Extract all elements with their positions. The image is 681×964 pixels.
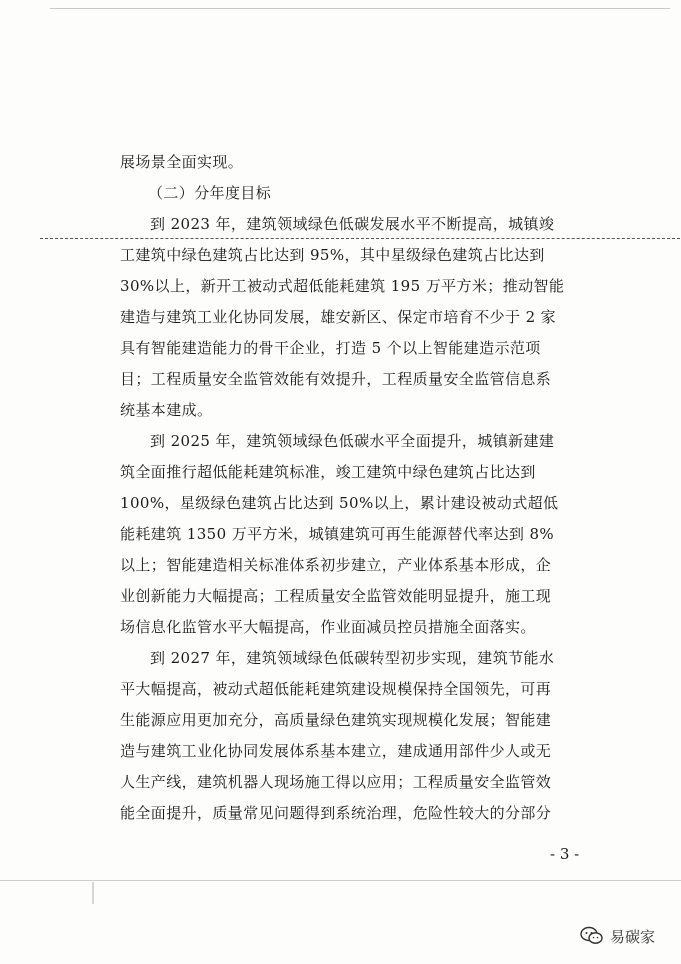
text-line: 工建筑中绿色建筑占比达到 95%，其中星级绿色建筑占比达到 bbox=[120, 246, 545, 264]
text-line: 场信息化监管水平大幅提高，作业面减员控员措施全面落实。 bbox=[120, 618, 536, 636]
text-line: 以上；智能建造相关标准体系初步建立，产业体系基本形成，企 bbox=[120, 556, 552, 574]
text-line: 展场景全面实现。 bbox=[120, 153, 244, 171]
text-line: 筑全面推行超低能耗建筑标准，竣工建筑中绿色建筑占比达到 bbox=[120, 463, 536, 481]
watermark-brand: 易碳家 bbox=[610, 927, 656, 946]
text-line: 造与建筑工业化协同发展体系基本建立，建成通用部件少人或无 bbox=[120, 742, 552, 760]
text-line: 30%以上，新开工被动式超低能耗建筑 195 万平方米；推动智能 bbox=[120, 277, 565, 295]
text-line: 到 2027 年，建筑领域绿色低碳转型初步实现，建筑节能水 bbox=[150, 649, 555, 667]
text-line: 目；工程质量安全监管效能有效提升，工程质量安全监管信息系 bbox=[120, 370, 552, 388]
section-heading: （二）分年度目标 bbox=[148, 184, 272, 202]
scan-artifact-line bbox=[40, 238, 680, 239]
wechat-icon bbox=[580, 926, 604, 946]
text-line: 到 2023 年，建筑领域绿色低碳发展水平不断提高，城镇竣 bbox=[150, 215, 555, 233]
text-line: 人生产线，建筑机器人现场施工得以应用；工程质量安全监管效 bbox=[120, 773, 552, 791]
text-line: 100%，星级绿色建筑占比达到 50%以上，累计建设被动式超低 bbox=[120, 494, 559, 512]
text-line: 统基本建成。 bbox=[120, 401, 213, 419]
text-line: 建造与建筑工业化协同发展，雄安新区、保定市培育不少于 2 家 bbox=[120, 308, 557, 326]
bottom-divider bbox=[0, 880, 681, 881]
text-line: 具有智能建造能力的骨干企业，打造 5 个以上智能建造示范项 bbox=[120, 339, 541, 357]
text-line: 平大幅提高，被动式超低能耗建筑建设规模保持全国领先，可再 bbox=[120, 680, 552, 698]
text-line: 能全面提升，质量常见问题得到系统治理，危险性较大的分部分 bbox=[120, 804, 552, 822]
text-line: 能耗建筑 1350 万平方米，城镇建筑可再生能源替代率达到 8% bbox=[120, 525, 555, 543]
text-line: 到 2025 年，建筑领域绿色低碳水平全面提升，城镇新建建 bbox=[150, 432, 555, 450]
watermark bbox=[580, 922, 655, 950]
page-number: - 3 - bbox=[550, 845, 580, 863]
text-line: 业创新能力大幅提高；工程质量安全监管效能明显提升，施工现 bbox=[120, 587, 552, 605]
top-divider bbox=[50, 8, 670, 9]
scan-artifact-mark bbox=[92, 882, 94, 904]
text-line: 生能源应用更加充分，高质量绿色建筑实现规模化发展；智能建 bbox=[120, 711, 552, 729]
